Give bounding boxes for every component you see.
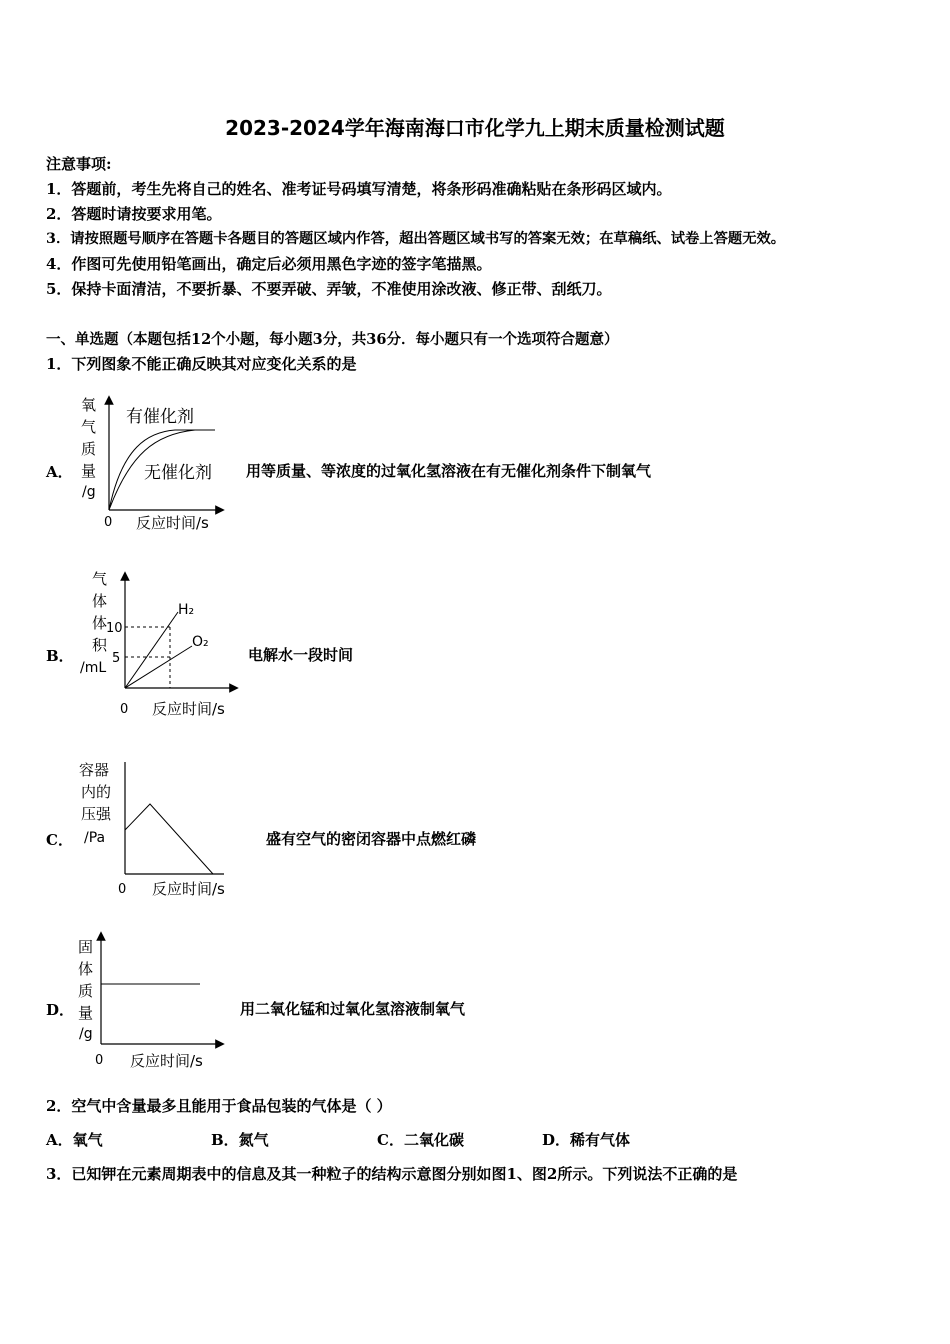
question-3-stem: 3．已知钾在元素周期表中的信息及其一种粒子的结构示意图分别如图1、图2所示。下列说法不正确的是 [46,1165,738,1183]
graph-b [74,568,244,723]
notice-item: 4．作图可先使用铅笔画出，确定后必须用黑色字迹的签字笔描黑。 [46,255,492,273]
question-2-option: A．氧气 [46,1131,103,1149]
tick-label: 10 [106,621,123,636]
question-2-option: B．氮气 [211,1131,269,1149]
notice-item: 5．保持卡面清洁，不要折暴、不要弄破、弄皱，不准使用涂改液、修正带、刮纸刀。 [46,280,612,298]
notice-item: 2．答题时请按要求用笔。 [46,205,222,223]
x-axis-label: 反应时间/s [130,1052,203,1070]
option-b-desc: 电解水一段时间 [248,646,354,664]
y-label-line: 内的 [81,783,112,801]
x-axis-label: 反应时间/s [152,700,225,718]
question-1-stem: 1．下列图象不能正确反映其对应变化关系的是 [46,355,357,373]
option-c-desc: 盛有空气的密闭容器中点燃红磷 [266,830,477,848]
origin-label: 0 [120,702,129,717]
option-a-letter: A． [46,463,73,481]
y-label-line: 压强 [81,805,112,823]
y-label-char: 体 [92,614,108,632]
x-axis-label: 反应时间/s [152,880,225,898]
origin-label: 0 [104,515,113,530]
option-d-desc: 用二氧化锰和过氧化氢溶液制氧气 [240,1000,466,1018]
y-label-line: 容器 [79,761,110,779]
graph-d [70,930,230,1078]
question-2-option: D．稀有气体 [542,1131,631,1149]
y-label-char: 积 [92,636,108,654]
option-a-desc: 用等质量、等浓度的过氧化氢溶液在有无催化剂条件下制氧气 [246,462,652,480]
origin-label: 0 [95,1053,104,1068]
page-title: 2023-2024学年海南海口市化学九上期末质量检测试题 [225,116,725,140]
notice-heading: 注意事项: [46,155,112,173]
pressure-line [125,804,213,874]
y-label-char: 固 [78,938,94,956]
y-label-char: 体 [78,960,94,978]
y-label-unit: /g [82,484,96,500]
curve-label-no-catalyst: 无催化剂 [144,463,212,483]
y-label-char: 量 [78,1004,94,1022]
option-d-letter: D． [46,1001,75,1019]
y-label-unit: /g [79,1026,93,1042]
curve-label-catalyst: 有催化剂 [126,407,194,427]
notice-item: 3．请按照题号顺序在答题卡各题目的答题区域内作答，超出答题区域书写的答案无效；在草稿纸、试卷上答题无效。 [46,231,786,247]
option-b-letter: B． [46,647,74,665]
question-2-option: C．二氧化碳 [377,1131,464,1149]
line-label-o2: O₂ [192,634,209,650]
o2-line [125,646,192,688]
y-label-unit: /mL [80,660,107,676]
graph-c [74,754,244,904]
option-c-letter: C． [46,831,73,849]
y-label-char: 质 [81,440,97,458]
question-2-stem: 2．空气中含量最多且能用于食品包装的气体是（ ） [46,1097,392,1115]
y-label-unit: /Pa [84,830,106,846]
y-label-char: 气 [81,418,97,436]
origin-label: 0 [118,882,127,897]
line-label-h2: H₂ [178,602,195,618]
y-label-char: 质 [78,982,94,1000]
x-axis-label: 反应时间/s [136,514,209,532]
y-label-char: 体 [92,592,108,610]
notice-item: 1．答题前，考生先将自己的姓名、准考证号码填写清楚，将条形码准确粘贴在条形码区域内。 [46,180,672,198]
y-label-char: 氧 [81,396,97,414]
tick-label: 5 [112,651,121,666]
graph-a [70,392,230,540]
y-label-char: 气 [92,570,108,588]
y-label-char: 量 [81,462,97,480]
section-heading: 一、单选题（本题包括12个小题，每小题3分，共36分．每小题只有一个选项符合题意） [46,331,619,348]
